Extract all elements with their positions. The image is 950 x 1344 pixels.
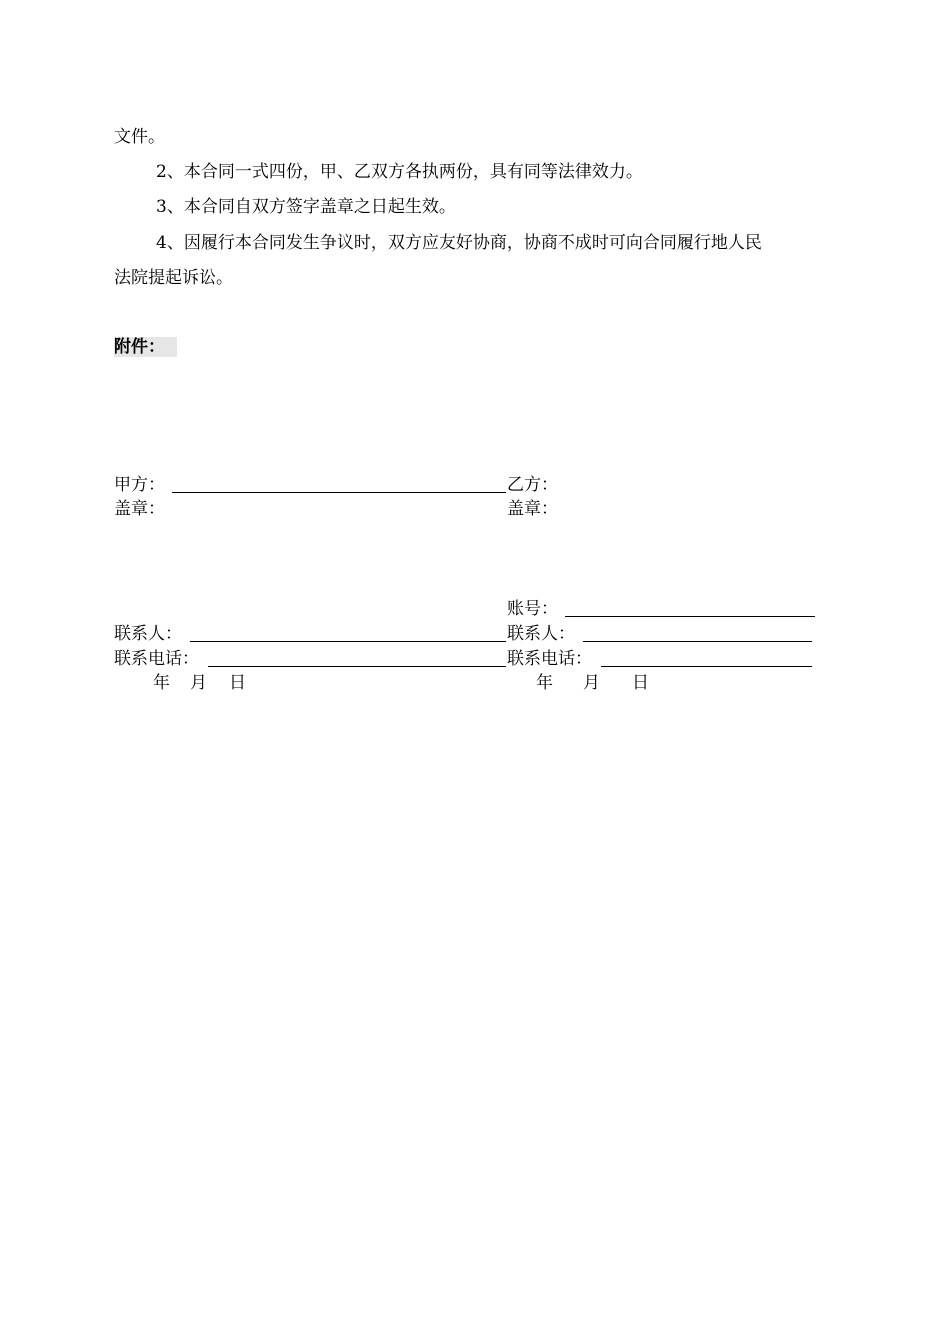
clause-4-line2: 法院提起诉讼。 bbox=[114, 268, 233, 288]
attachment-heading bbox=[114, 335, 177, 359]
party-b-date-year: 年 bbox=[536, 673, 553, 693]
clause-tail: 文件。 bbox=[114, 127, 165, 147]
clause-4-line1: 4、因履行本合同发生争议时，双方应友好协商，协商不成时可向合同履行地人民 bbox=[156, 233, 762, 253]
party-b-date-month: 月 bbox=[583, 673, 600, 693]
party-b-phone-line[interactable] bbox=[601, 666, 812, 667]
party-a-phone-line[interactable] bbox=[208, 666, 506, 667]
party-b-account-label: 账号： bbox=[507, 599, 558, 619]
party-b-name-label: 乙方： bbox=[507, 475, 558, 495]
party-b-seal-label: 盖章： bbox=[507, 499, 558, 519]
party-b-contact-line[interactable] bbox=[583, 641, 812, 642]
party-b-date-day: 日 bbox=[632, 673, 649, 693]
party-a-contact-label: 联系人： bbox=[114, 624, 182, 644]
party-a-name-label: 甲方： bbox=[114, 475, 165, 495]
party-a-date-day: 日 bbox=[229, 673, 246, 693]
party-b-contact-label: 联系人： bbox=[507, 624, 575, 644]
party-a-name-line[interactable] bbox=[172, 492, 506, 493]
clause-2: 2、本合同一式四份，甲、乙双方各执两份，具有同等法律效力。 bbox=[156, 162, 643, 182]
party-b-account-line[interactable] bbox=[565, 616, 815, 617]
party-a-phone-label: 联系电话： bbox=[114, 649, 199, 669]
clause-3: 3、本合同自双方签字盖章之日起生效。 bbox=[156, 197, 456, 217]
party-a-seal-label: 盖章： bbox=[114, 499, 165, 519]
party-a-contact-line[interactable] bbox=[190, 641, 506, 642]
attachment-label: 附件： bbox=[114, 337, 177, 357]
party-b-phone-label: 联系电话： bbox=[507, 649, 592, 669]
party-a-date-year: 年 bbox=[153, 673, 170, 693]
party-a-date-month: 月 bbox=[190, 673, 207, 693]
